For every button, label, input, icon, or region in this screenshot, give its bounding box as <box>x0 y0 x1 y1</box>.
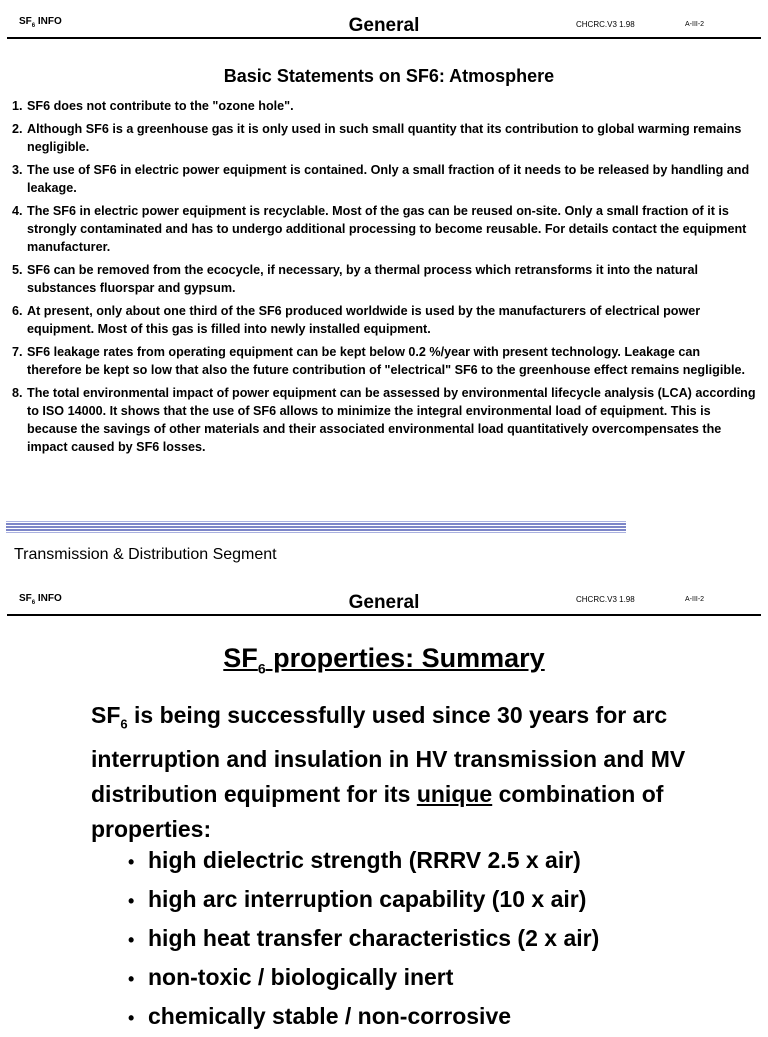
statement-list <box>12 97 756 461</box>
slide-header <box>0 580 768 620</box>
slide-properties-summary <box>0 580 768 1029</box>
statement-item: 4. The SF6 in electric power equipment is recyclable. Most of the gas can be reused on-site. Only a small fraction of it is strongly contaminated and has to undergo additional processing to become reusable. For details contact the equipment manufacturer. <box>12 204 747 254</box>
header-rule <box>7 37 761 39</box>
statement-item: 6. At present, only about one third of the SF6 produced worldwide is used by the manufacturers of electrical power equipment. Most of this gas is filled into newly installed equipment. <box>12 304 701 336</box>
sf-info-label: $SF_6$ INFO <box>19 16 62 29</box>
property-item: • high heat transfer characteristics (2 x air) <box>128 920 599 959</box>
sf-info-label: $SF_6$ INFO <box>19 593 62 606</box>
sheet-code: A-III-2 <box>685 21 705 28</box>
summary-intro: $SF_6$ is being successfully used since 30 years for arc interruption and insulation in HV transmission and MV distribution equipment for its unique combination of properties: <box>91 702 686 842</box>
header-title: General <box>348 592 420 613</box>
bullet-icon: • <box>128 1008 135 1028</box>
bullet-icon: • <box>128 930 135 950</box>
header-title: General <box>348 15 420 36</box>
property-list <box>128 842 599 1037</box>
statement-item: 8. The total environmental impact of power equipment can be assessed by environmental lifecycle analysis (LCA) according to ISO 14000. It shows that the use of SF6 allows to minimize the integral environmental load of equipment. This is because the savings of other materials and their associated environmental load quantitatively overcompensates the impact caused by SF6 losses. <box>12 386 756 454</box>
property-item: • chemically stable / non-corrosive <box>128 998 599 1037</box>
slide-header <box>0 0 768 40</box>
statement-item: 3. The use of SF6 in electric power equipment is contained. Only a small fraction of it needs to be released by handling and leakage. <box>12 163 750 195</box>
property-item: • high arc interruption capability (10 x air) <box>128 881 599 920</box>
abb-logo <box>653 519 765 571</box>
doc-code: CHCRC.V3 1.98 <box>576 595 635 604</box>
bullet-icon: • <box>128 969 135 989</box>
header-rule <box>7 614 761 616</box>
segment-label: Transmission & Distribution Segment <box>14 546 277 563</box>
property-item: • non-toxic / biologically inert <box>128 959 599 998</box>
unique-emphasis: unique <box>416 780 493 807</box>
statement-item: 2. Although SF6 is a greenhouse gas it is only used in such small quantity that its contribution to global warming remains negligible. <box>12 122 742 154</box>
doc-code: CHCRC.V3 1.98 <box>576 20 635 29</box>
bullet-icon: • <box>128 891 135 911</box>
sheet-code: A-III-2 <box>685 596 705 603</box>
footer-stripes <box>6 521 626 535</box>
property-item: • high dielectric strength (RRRV 2.5 x air) <box>128 842 599 881</box>
slide-subtitle: Basic Statements on SF6: Atmosphere <box>223 66 555 86</box>
bullet-icon: • <box>128 852 135 872</box>
summary-title: $SF_6$ properties: Summary <box>223 643 545 677</box>
statement-item: 7. SF6 leakage rates from operating equipment can be kept below 0.2 %/year with present technology. Leakage can therefore be kept so low that also the future contribution of "electrical" SF6 to the greenhouse effect remains negligible. <box>12 345 746 377</box>
statement-item: 5. SF6 can be removed from the ecocycle, if necessary, by a thermal process which retransforms it into the natural substances fluorspar and gypsum. <box>12 263 698 295</box>
statement-item: 1. SF6 does not contribute to the "ozone hole". <box>12 99 294 113</box>
